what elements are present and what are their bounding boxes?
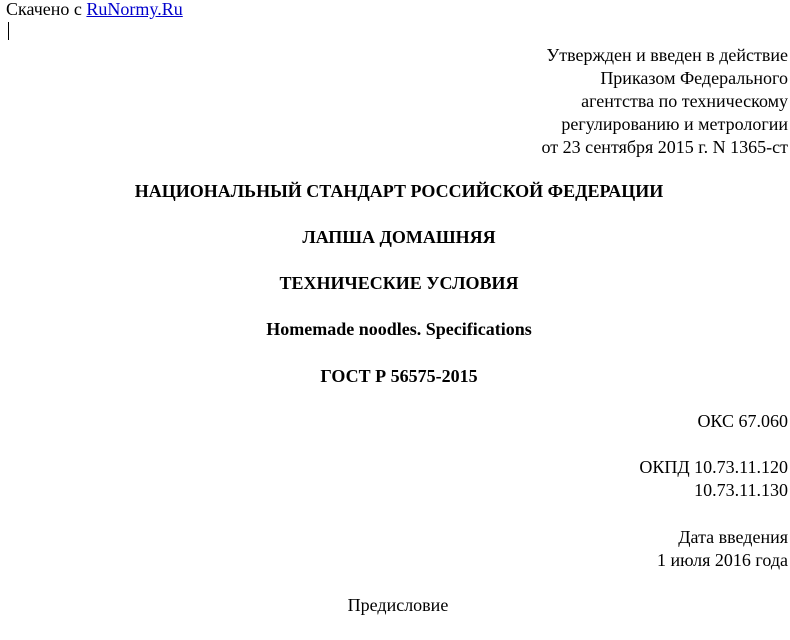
english-title: Homemade noodles. Specifications <box>266 319 532 339</box>
okpd-code: ОКПД 10.73.11.120 <box>639 457 788 477</box>
introduction-label: Дата введения <box>678 527 788 547</box>
source-prefix: Скачено с <box>6 0 87 19</box>
preface-heading: Предисловие <box>347 595 449 615</box>
source-link[interactable]: RuNormy.Ru <box>86 0 183 19</box>
approval-line: агентства по техническому <box>581 91 788 111</box>
approval-line: Приказом Федерального <box>600 68 788 88</box>
okpd-code: 10.73.11.130 <box>694 480 788 500</box>
approval-line: от 23 сентября 2015 г. N 1365-ст <box>541 137 788 157</box>
oks-code: ОКС 67.060 <box>697 411 788 431</box>
approval-line: Утвержден и введен в действие <box>546 45 788 65</box>
okpd-block <box>639 456 788 502</box>
introduction-date-block <box>657 526 788 572</box>
conditions-heading: ТЕХНИЧЕСКИЕ УСЛОВИЯ <box>279 273 519 293</box>
national-standard-heading: НАЦИОНАЛЬНЫЙ СТАНДАРТ РОССИЙСКОЙ ФЕДЕРАЦИИ <box>134 181 664 201</box>
approval-block <box>541 44 788 159</box>
approval-line: регулированию и метрологии <box>561 114 788 134</box>
source-line <box>6 0 183 20</box>
text-cursor <box>8 22 9 40</box>
product-title: ЛАПША ДОМАШНЯЯ <box>302 227 496 247</box>
gost-number: ГОСТ Р 56575-2015 <box>320 366 478 386</box>
introduction-date: 1 июля 2016 года <box>657 550 788 570</box>
